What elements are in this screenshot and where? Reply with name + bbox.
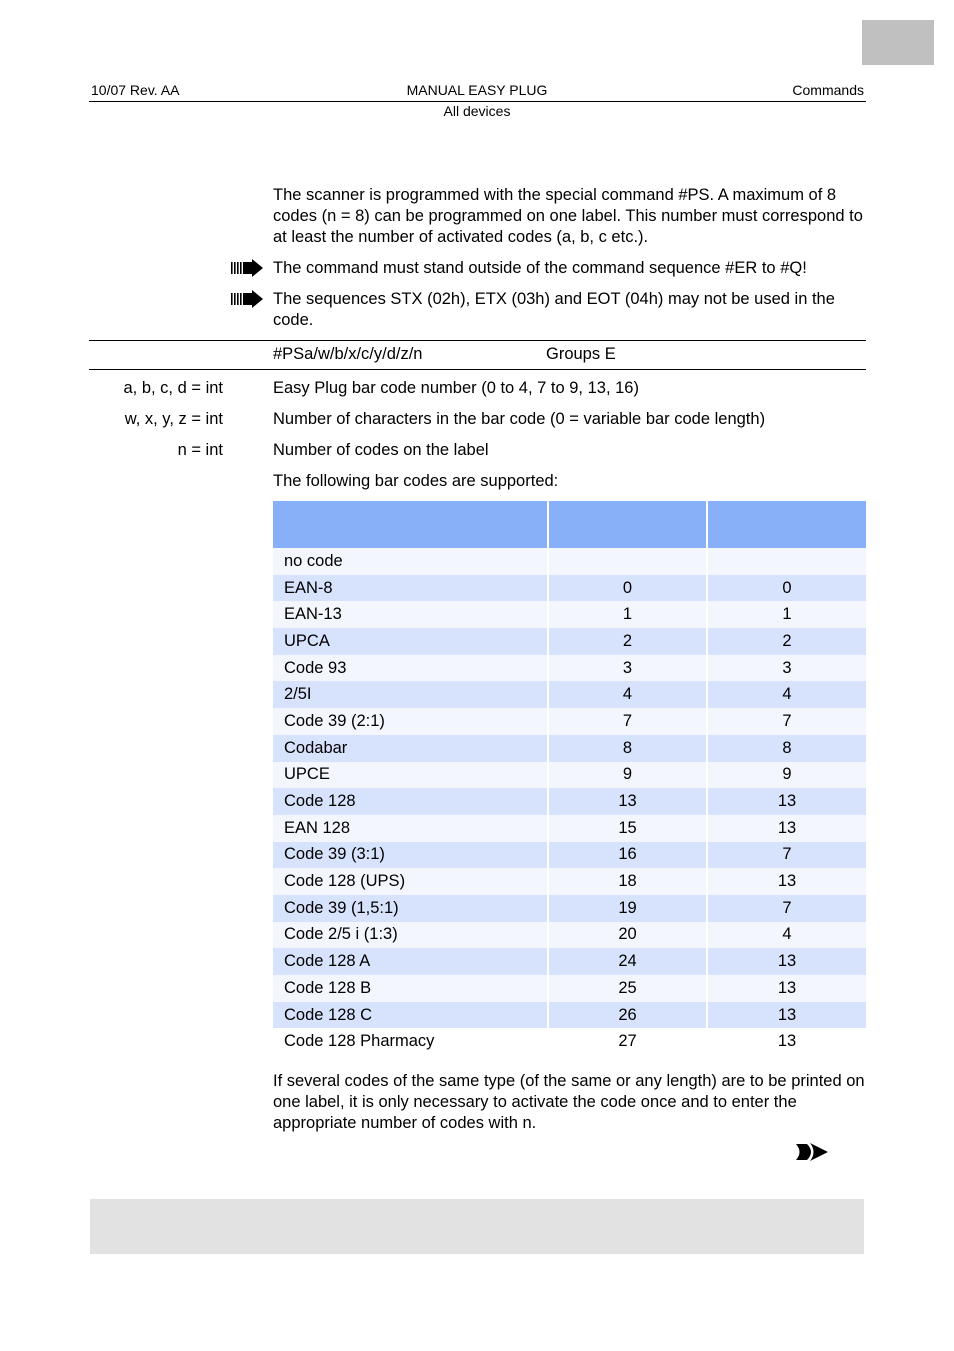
table-cell: Code 128 (UPS) — [273, 868, 548, 895]
table-cell: Code 2/5 i (1:3) — [273, 922, 548, 949]
table-cell: 25 — [548, 975, 707, 1002]
table-cell: 13 — [707, 788, 866, 815]
double-arrow-next-icon[interactable] — [795, 1142, 829, 1162]
bar-code-table — [273, 501, 866, 1055]
table-cell: 13 — [707, 948, 866, 975]
table-header-cell — [548, 501, 707, 548]
table-row — [273, 762, 866, 789]
outro-paragraph: If several codes of the same type (of the same or any length) are to be printed on one label, it is only necessary to activate the code once and to enter the appropriate number of codes with n. — [273, 1072, 865, 1132]
table-row — [273, 1002, 866, 1029]
table-cell: Code 39 (3:1) — [273, 842, 548, 869]
command-syntax: #PSa/w/b/x/c/y/d/z/n — [273, 345, 423, 363]
table-row — [273, 842, 866, 869]
table-cell: 0 — [707, 575, 866, 602]
table-cell: 7 — [707, 842, 866, 869]
table-cell: 9 — [707, 762, 866, 789]
table-cell: 13 — [707, 1002, 866, 1029]
syntax-top-divider — [89, 340, 866, 341]
table-header-cell — [707, 501, 866, 548]
param-desc-codes: Easy Plug bar code number (0 to 4, 7 to 9, 13, 16) — [273, 379, 639, 397]
table-cell: 8 — [707, 735, 866, 762]
table-cell: Code 128 — [273, 788, 548, 815]
table-cell: no code — [273, 548, 548, 575]
arrow-right-icon — [231, 290, 263, 308]
table-cell: 2 — [707, 628, 866, 655]
note-forbidden-sequences: The sequences STX (02h), ETX (03h) and EOT (04h) may not be used in the code. — [273, 290, 835, 329]
table-cell: UPCA — [273, 628, 548, 655]
table-cell: 1 — [548, 601, 707, 628]
table-cell: 27 — [548, 1028, 707, 1055]
table-row — [273, 922, 866, 949]
table-row — [273, 815, 866, 842]
header-divider — [89, 101, 866, 102]
table-cell: 13 — [707, 975, 866, 1002]
syntax-bottom-divider — [89, 369, 866, 370]
table-cell: 13 — [548, 788, 707, 815]
table-header-row — [273, 501, 866, 548]
table-intro: The following bar codes are supported: — [273, 472, 559, 490]
table-cell: 8 — [548, 735, 707, 762]
table-cell: 2/5I — [273, 681, 548, 708]
table-cell: Code 128 B — [273, 975, 548, 1002]
table-cell: 3 — [548, 655, 707, 682]
table-cell: EAN 128 — [273, 815, 548, 842]
table-header-cell — [273, 501, 548, 548]
table-cell — [707, 548, 866, 575]
table-cell: Code 128 A — [273, 948, 548, 975]
header-subtitle: All devices — [443, 103, 511, 119]
table-cell: 13 — [707, 1028, 866, 1055]
table-row — [273, 948, 866, 975]
table-cell: Code 128 Pharmacy — [273, 1028, 548, 1055]
table-cell: 4 — [548, 681, 707, 708]
table-row — [273, 735, 866, 762]
table-cell: Code 128 C — [273, 1002, 548, 1029]
table-row — [273, 548, 866, 575]
footer-band — [90, 1199, 864, 1254]
table-cell: 9 — [548, 762, 707, 789]
table-cell: 16 — [548, 842, 707, 869]
table-cell: Codabar — [273, 735, 548, 762]
table-cell: 26 — [548, 1002, 707, 1029]
param-desc-length: Number of characters in the bar code (0 = variable bar code length) — [273, 410, 766, 428]
command-groups: Groups E — [546, 345, 616, 363]
header-manual-title: MANUAL EASY PLUG — [406, 82, 548, 98]
table-cell: 4 — [707, 681, 866, 708]
table-row — [273, 1028, 866, 1055]
param-label-length: w, x, y, z = int — [124, 410, 223, 428]
table-row — [273, 628, 866, 655]
table-row — [273, 681, 866, 708]
param-desc-count: Number of codes on the label — [273, 441, 489, 459]
table-row — [273, 895, 866, 922]
header-section: Commands — [792, 82, 864, 98]
table-cell: 13 — [707, 815, 866, 842]
table-row — [273, 575, 866, 602]
table-row — [273, 601, 866, 628]
table-cell: UPCE — [273, 762, 548, 789]
table-row — [273, 708, 866, 735]
table-cell: 19 — [548, 895, 707, 922]
table-cell: 18 — [548, 868, 707, 895]
table-cell: Code 39 (1,5:1) — [273, 895, 548, 922]
table-cell — [548, 548, 707, 575]
table-cell: 4 — [707, 922, 866, 949]
table-row — [273, 868, 866, 895]
note-command-outside: The command must stand outside of the command sequence #ER to #Q! — [273, 259, 807, 277]
arrow-right-icon — [231, 259, 263, 277]
intro-paragraph: The scanner is programmed with the special command #PS. A maximum of 8 codes (n = 8) can be programmed on one label. This number must correspond to at least the number of activated codes (a, b, c etc.). — [273, 186, 863, 246]
table-cell: 13 — [707, 868, 866, 895]
table-cell: 3 — [707, 655, 866, 682]
table-row — [273, 788, 866, 815]
table-cell: 7 — [548, 708, 707, 735]
table-cell: 1 — [707, 601, 866, 628]
param-label-codes: a, b, c, d = int — [123, 379, 223, 397]
table-cell: 20 — [548, 922, 707, 949]
table-row — [273, 975, 866, 1002]
table-cell: 15 — [548, 815, 707, 842]
table-cell: EAN-13 — [273, 601, 548, 628]
table-cell: 7 — [707, 708, 866, 735]
table-cell: EAN-8 — [273, 575, 548, 602]
table-cell: 24 — [548, 948, 707, 975]
table-cell: Code 93 — [273, 655, 548, 682]
corner-tab — [862, 20, 934, 65]
param-label-count: n = int — [177, 441, 223, 459]
table-row — [273, 655, 866, 682]
table-cell: Code 39 (2:1) — [273, 708, 548, 735]
table-cell: 0 — [548, 575, 707, 602]
table-cell: 2 — [548, 628, 707, 655]
table-cell: 7 — [707, 895, 866, 922]
header-revision: 10/07 Rev. AA — [91, 82, 180, 98]
